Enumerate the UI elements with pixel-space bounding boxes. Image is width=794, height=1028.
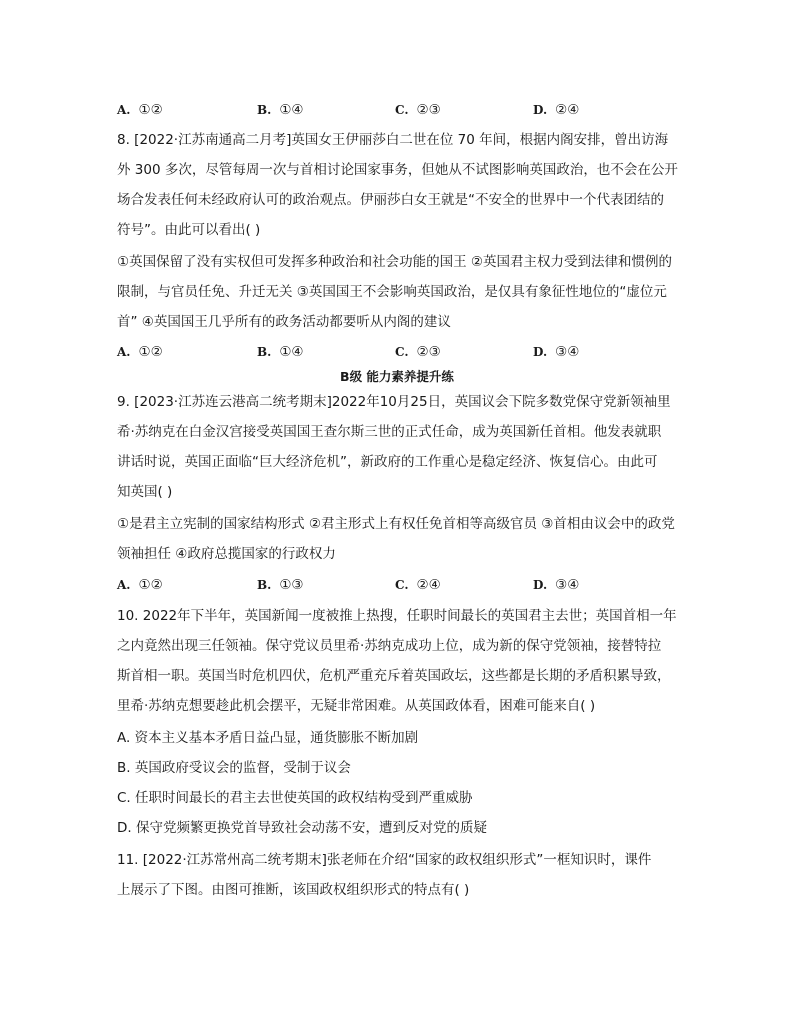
q9-line-3: 讲话时说，英国正面临“巨大经济危机”，新政府的工作重心是稳定经济、恢复信心。由此可 <box>117 454 658 470</box>
q9-option-d: D. ③④ <box>533 577 580 593</box>
q10-line-2: 之内竟然出现三任领袖。保守党议员里希·苏纳克成功上位，成为新的保守党领袖，接替特拉 <box>117 638 662 654</box>
q8-line-3: 场合发表任何未经政府认可的政治观点。伊丽莎白女王就是“不安全的世界中一个代表团结的 <box>117 192 664 208</box>
q10-option-d: D. 保守党频繁更换党首导致社会动荡不安，遭到反对党的质疑 <box>117 820 487 836</box>
q10-line-4: 里希·苏纳克想要趁此机会摆平，无疑非常困难。从英国政体看，困难可能来自( ) <box>117 698 596 714</box>
q7-option-b: B. ①④ <box>257 102 304 118</box>
section-b-heading: B级 能力素养提升练 <box>340 369 454 384</box>
q8-line-2: 外 300 多次，尽管每周一次与首相讨论国家事务，但她从不试图影响英国政治，也不会在公开 <box>117 162 678 178</box>
q8-option-a: A. ①② <box>117 344 163 360</box>
q10-option-b: B. 英国政府受议会的监督，受制于议会 <box>117 760 351 776</box>
q8-statement-1: ①英国保留了没有实权但可发挥多种政治和社会功能的国王 ②英国君主权力受到法律和惯例的 <box>117 254 672 270</box>
q11-line-2: 上展示了下图。由图可推断，该国政权组织形式的特点有( ) <box>117 882 470 898</box>
q9-option-c: C. ②④ <box>395 577 441 593</box>
q8-line-4: 符号”。由此可以看出( ) <box>117 222 261 238</box>
q9-line-1: 9. [2023·江苏连云港高二统考期末]2022年10月25日，英国议会下院多数党保守党新领袖里 <box>117 394 671 410</box>
q8-option-b: B. ①④ <box>257 344 304 360</box>
q7-option-d: D. ②④ <box>533 102 580 118</box>
q8-line-1: 8. [2022·江苏南通高二月考]英国女王伊丽莎白二世在位 70 年间，根据内阁安排，曾出访海 <box>117 132 669 148</box>
q10-option-a: A. 资本主义基本矛盾日益凸显，通货膨胀不断加剧 <box>117 730 419 746</box>
q8-options <box>117 342 682 362</box>
q9-line-2: 希·苏纳克在白金汉宫接受英国国王查尔斯三世的正式任命，成为英国新任首相。他发表就职 <box>117 424 662 440</box>
q10-option-c: C. 任职时间最长的君主去世使英国的政权结构受到严重威胁 <box>117 790 473 806</box>
q9-options <box>117 575 682 595</box>
q10-line-1: 10. 2022年下半年，英国新闻一度被推上热搜，任职时间最长的英国君主去世；英国首相一年 <box>117 608 677 624</box>
q7-option-a: A. ①② <box>117 102 163 118</box>
q9-option-a: A. ①② <box>117 577 163 593</box>
q9-option-b: B. ①③ <box>257 577 304 593</box>
q8-statement-2: 限制，与官员任免、升迁无关 ③英国国王不会影响英国政治，是仅具有象征性地位的“虚位元 <box>117 284 667 300</box>
q8-statement-3: 首” ④英国国王几乎所有的政务活动都要听从内阁的建议 <box>117 314 451 330</box>
q8-option-d: D. ③④ <box>533 344 580 360</box>
q9-statement-2: 领袖担任 ④政府总揽国家的行政权力 <box>117 546 336 562</box>
q8-option-c: C. ②③ <box>395 344 441 360</box>
q9-line-4: 知英国( ) <box>117 484 173 500</box>
q11-line-1: 11. [2022·江苏常州高二统考期末]张老师在介绍“国家的政权组织形式”一框知识时，课件 <box>117 852 652 868</box>
q9-statement-1: ①是君主立宪制的国家结构形式 ②君主形式上有权任免首相等高级官员 ③首相由议会中的政党 <box>117 516 675 532</box>
q7-option-c: C. ②③ <box>395 102 441 118</box>
q7-options <box>117 100 682 120</box>
q10-line-3: 斯首相一职。英国当时危机四伏，危机严重充斥着英国政坛，这些都是长期的矛盾积累导致， <box>117 668 671 684</box>
